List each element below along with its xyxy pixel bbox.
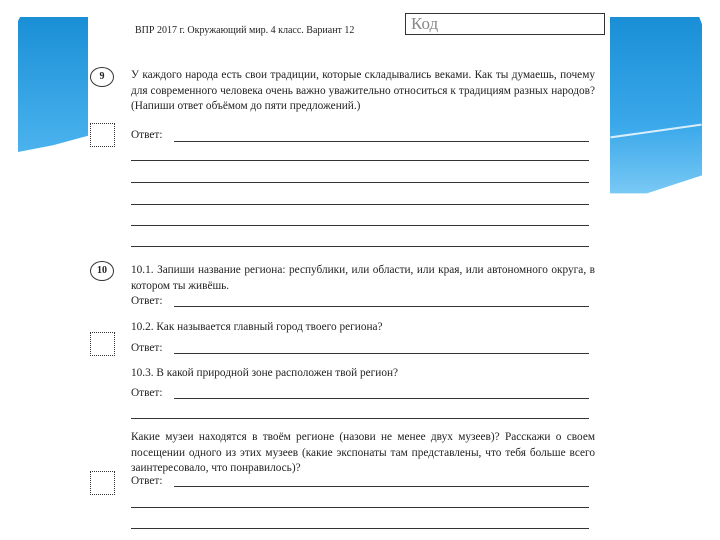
answer-label: Ответ: <box>131 475 163 487</box>
answer-label: Ответ: <box>131 387 163 399</box>
answer-line[interactable] <box>131 507 589 508</box>
answer-line[interactable] <box>131 204 589 205</box>
score-box-10 <box>90 332 115 356</box>
answer-line[interactable] <box>174 486 589 487</box>
task-number-9: 9 <box>90 67 114 87</box>
code-field[interactable]: Код <box>405 13 605 35</box>
answer-label: Ответ: <box>131 342 163 354</box>
answer-label: Ответ: <box>131 129 163 141</box>
task-10-1-text: 10.1. Запиши название региона: республики, или области, или края, или автономного округа, в котором ты живёшь. <box>131 264 595 292</box>
task-9-text: У каждого народа есть свои традиции, которые складывались веками. Как ты думаешь, почему для современного человека очень важно уважительно относиться к традициям разных народов? (Напиши ответ объёмом до пяти предложений.) <box>131 69 595 112</box>
task-number-10: 10 <box>90 261 114 281</box>
task-10-4-text: Какие музеи находятся в твоём регионе (назови не менее двух музеев)? Расскажи о своем посещении одного из этих музеев (какие экспонаты там представлены, что тебя больше всего заинтересовало, что понравилось)? <box>131 431 595 474</box>
page-header: ВПР 2017 г. Окружающий мир. 4 класс. Вариант 12 <box>135 25 355 36</box>
task-10-2-text: 10.2. Как называется главный город твоего региона? <box>131 321 383 333</box>
answer-line[interactable] <box>131 182 589 183</box>
answer-line[interactable] <box>174 141 589 142</box>
answer-label: Ответ: <box>131 295 163 307</box>
score-box-10-4 <box>90 471 115 495</box>
decorative-blue-shape-left <box>18 17 88 152</box>
task-10-3-text: 10.3. В какой природной зоне расположен твой регион? <box>131 367 399 379</box>
decorative-blue-shape-right <box>610 17 702 197</box>
answer-line[interactable] <box>131 528 589 529</box>
score-box-9 <box>90 123 115 147</box>
answer-line[interactable] <box>174 306 589 307</box>
answer-line[interactable] <box>131 225 589 226</box>
answer-line[interactable] <box>174 353 589 354</box>
answer-line[interactable] <box>174 398 589 399</box>
answer-line[interactable] <box>131 418 589 419</box>
answer-line[interactable] <box>131 160 589 161</box>
answer-line[interactable] <box>131 246 589 247</box>
